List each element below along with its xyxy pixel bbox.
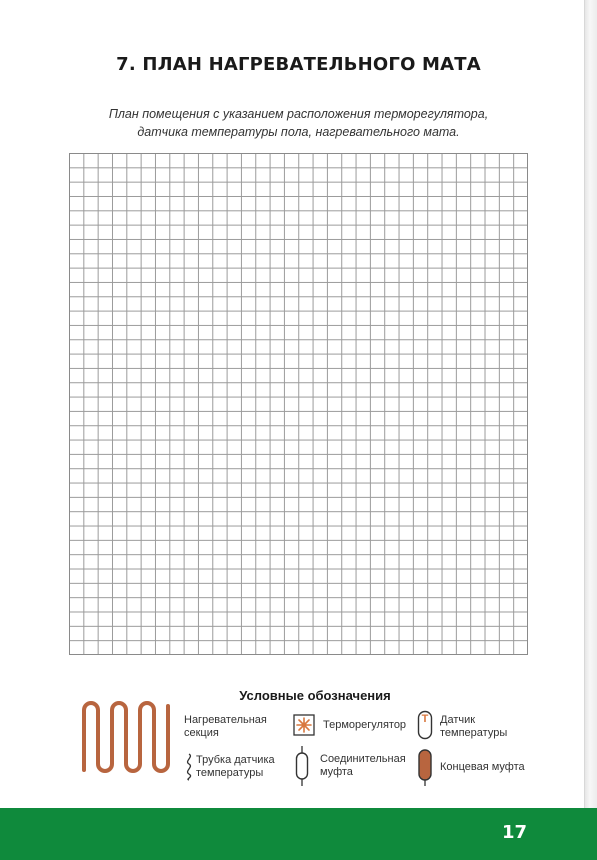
temperature-sensor-label: Датчик температуры — [440, 714, 508, 739]
subtitle-line-1: План помещения с указанием расположения терморегулятора, — [108, 107, 489, 121]
thermostat-icon — [293, 714, 315, 736]
heating-section-label: Нагревательная секция — [184, 714, 267, 739]
footer-bar — [0, 808, 597, 860]
end-sleeve-icon — [417, 748, 433, 786]
sensor-tube-icon — [183, 753, 195, 781]
temperature-sensor-letter: Т — [421, 713, 429, 725]
legend-title: Условные обозначения — [239, 688, 391, 703]
page-subtitle — [0, 105, 597, 141]
floor-plan-grid[interactable] — [69, 153, 528, 655]
connector-sleeve-icon — [294, 746, 310, 786]
page-number: 17 — [501, 822, 527, 843]
sensor-tube-label: Трубка датчика температуры — [196, 754, 275, 779]
end-sleeve-label: Концевая муфта — [440, 761, 525, 773]
thermostat-label: Терморегулятор — [323, 719, 407, 731]
heating-section-icon — [79, 698, 175, 778]
subtitle-line-2: датчика температуры пола, нагревательного мата. — [137, 125, 460, 139]
connector-sleeve-label: Соединительная муфта — [320, 753, 406, 778]
page-title: 7. ПЛАН НАГРЕВАТЕЛЬНОГО МАТА — [116, 54, 481, 75]
